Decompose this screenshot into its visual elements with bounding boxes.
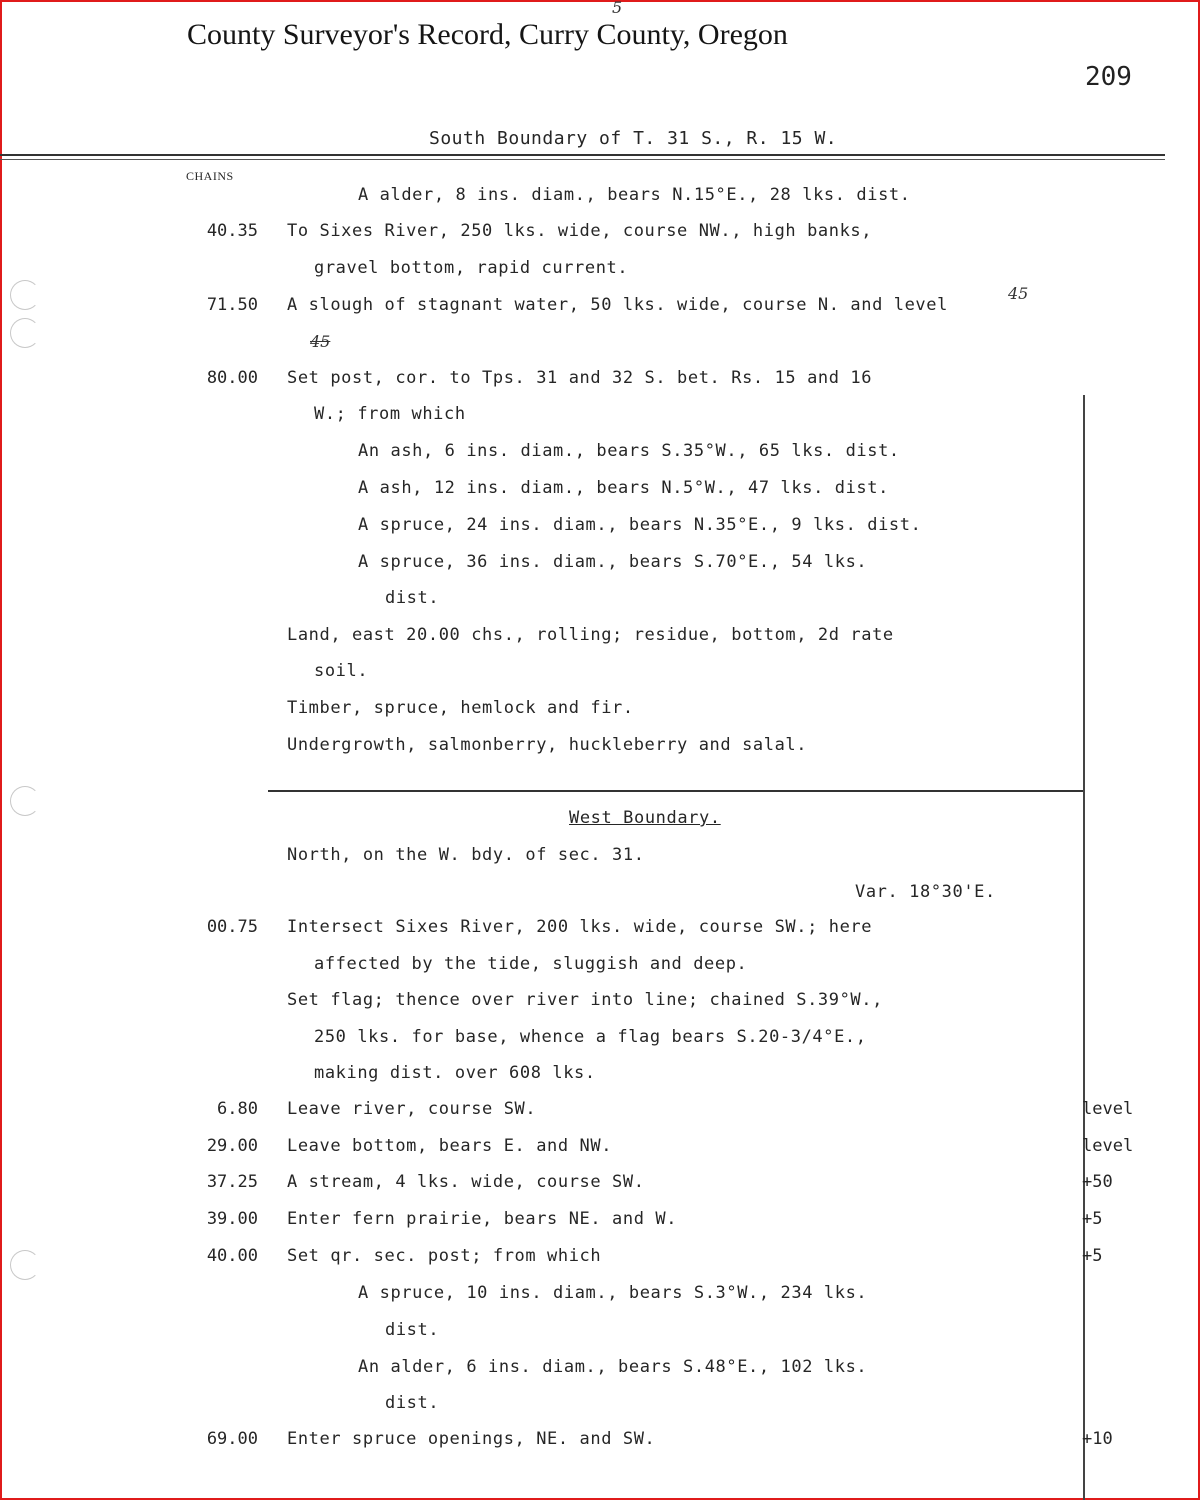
divider <box>0 154 1165 156</box>
chain-distance: 37.25 <box>206 1172 258 1192</box>
record-line: making dist. over 608 lks. <box>314 1063 596 1083</box>
chain-distance: 80.00 <box>206 368 258 388</box>
record-line: North, on the W. bdy. of sec. 31. <box>287 845 645 865</box>
record-line: An ash, 6 ins. diam., bears S.35°W., 65 lks. dist. <box>358 441 900 461</box>
elevation-note: +5 <box>1082 1209 1103 1229</box>
record-line: W.; from which <box>314 404 466 424</box>
record-line: A stream, 4 lks. wide, course SW. <box>287 1172 645 1192</box>
chain-distance: 6.80 <box>217 1099 258 1119</box>
column-label: CHAINS <box>186 169 234 183</box>
margin-rule <box>1083 395 1085 1500</box>
record-line: soil. <box>314 661 369 681</box>
elevation-note: +10 <box>1082 1429 1113 1449</box>
punch-hole-mark <box>10 1250 40 1280</box>
record-line: affected by the tide, sluggish and deep. <box>314 954 748 974</box>
record-line: To Sixes River, 250 lks. wide, course NW., high banks, <box>287 221 873 241</box>
chain-distance: 39.00 <box>206 1209 258 1229</box>
punch-hole-mark <box>10 786 40 816</box>
elevation-note: +5 <box>1082 1246 1103 1266</box>
record-line: Leave bottom, bears E. and NW. <box>287 1136 613 1156</box>
record-line: Set flag; thence over river into line; chained S.39°W., <box>287 990 883 1010</box>
record-line: dist. <box>385 588 440 608</box>
section-divider <box>268 790 1083 792</box>
record-line: 250 lks. for base, whence a flag bears S.20-3/4°E., <box>314 1027 867 1047</box>
chain-distance: 69.00 <box>206 1429 258 1449</box>
chain-distance: 00.75 <box>206 917 258 937</box>
record-line: Set post, cor. to Tps. 31 and 32 S. bet. Rs. 15 and 16 <box>287 368 873 388</box>
handwritten-mark: 5 <box>612 0 623 17</box>
record-line: An alder, 6 ins. diam., bears S.48°E., 102 lks. <box>358 1357 868 1377</box>
record-line: A spruce, 10 ins. diam., bears S.3°W., 234 lks. <box>358 1283 868 1303</box>
record-line: A spruce, 24 ins. diam., bears N.35°E., 9 lks. dist. <box>358 515 922 535</box>
chain-distance: 40.35 <box>206 221 258 241</box>
punch-hole-mark <box>10 280 40 310</box>
record-line: Enter fern prairie, bears NE. and W. <box>287 1209 678 1229</box>
chain-distance: 71.50 <box>206 295 258 315</box>
section-heading: South Boundary of T. 31 S., R. 15 W. <box>429 128 838 149</box>
handwritten-note: 45 <box>1008 284 1029 303</box>
record-line: A spruce, 36 ins. diam., bears S.70°E., 54 lks. <box>358 552 868 572</box>
record-line: dist. <box>385 1320 440 1340</box>
record-line: A alder, 8 ins. diam., bears N.15°E., 28 lks. dist. <box>358 185 911 205</box>
elevation-note: +50 <box>1082 1172 1113 1192</box>
record-line: Undergrowth, salmonberry, huckleberry and salal. <box>287 735 808 755</box>
elevation-note: level <box>1082 1136 1134 1156</box>
record-line: A ash, 12 ins. diam., bears N.5°W., 47 lks. dist. <box>358 478 889 498</box>
punch-hole-mark <box>10 318 40 348</box>
chain-distance: 29.00 <box>206 1136 258 1156</box>
record-line: Timber, spruce, hemlock and fir. <box>287 698 634 718</box>
divider <box>0 159 1165 160</box>
west-boundary-heading: West Boundary. <box>569 808 721 828</box>
record-line: Intersect Sixes River, 200 lks. wide, course SW.; here <box>287 917 873 937</box>
handwritten-note: 45 <box>310 332 331 351</box>
page-title: County Surveyor's Record, Curry County, Oregon <box>187 18 788 51</box>
chain-distance: 40.00 <box>206 1246 258 1266</box>
record-line: Leave river, course SW. <box>287 1099 537 1119</box>
record-line: Land, east 20.00 chs., rolling; residue, bottom, 2d rate <box>287 625 894 645</box>
record-line: Set qr. sec. post; from which <box>287 1246 602 1266</box>
record-line: dist. <box>385 1393 440 1413</box>
elevation-note: level <box>1082 1099 1134 1119</box>
record-line: gravel bottom, rapid current. <box>314 258 629 278</box>
record-line: Enter spruce openings, NE. and SW. <box>287 1429 656 1449</box>
record-line: A slough of stagnant water, 50 lks. wide, course N. and level <box>287 295 948 315</box>
page-number: 209 <box>1085 62 1132 92</box>
record-line: Var. 18°30'E. <box>855 882 996 902</box>
